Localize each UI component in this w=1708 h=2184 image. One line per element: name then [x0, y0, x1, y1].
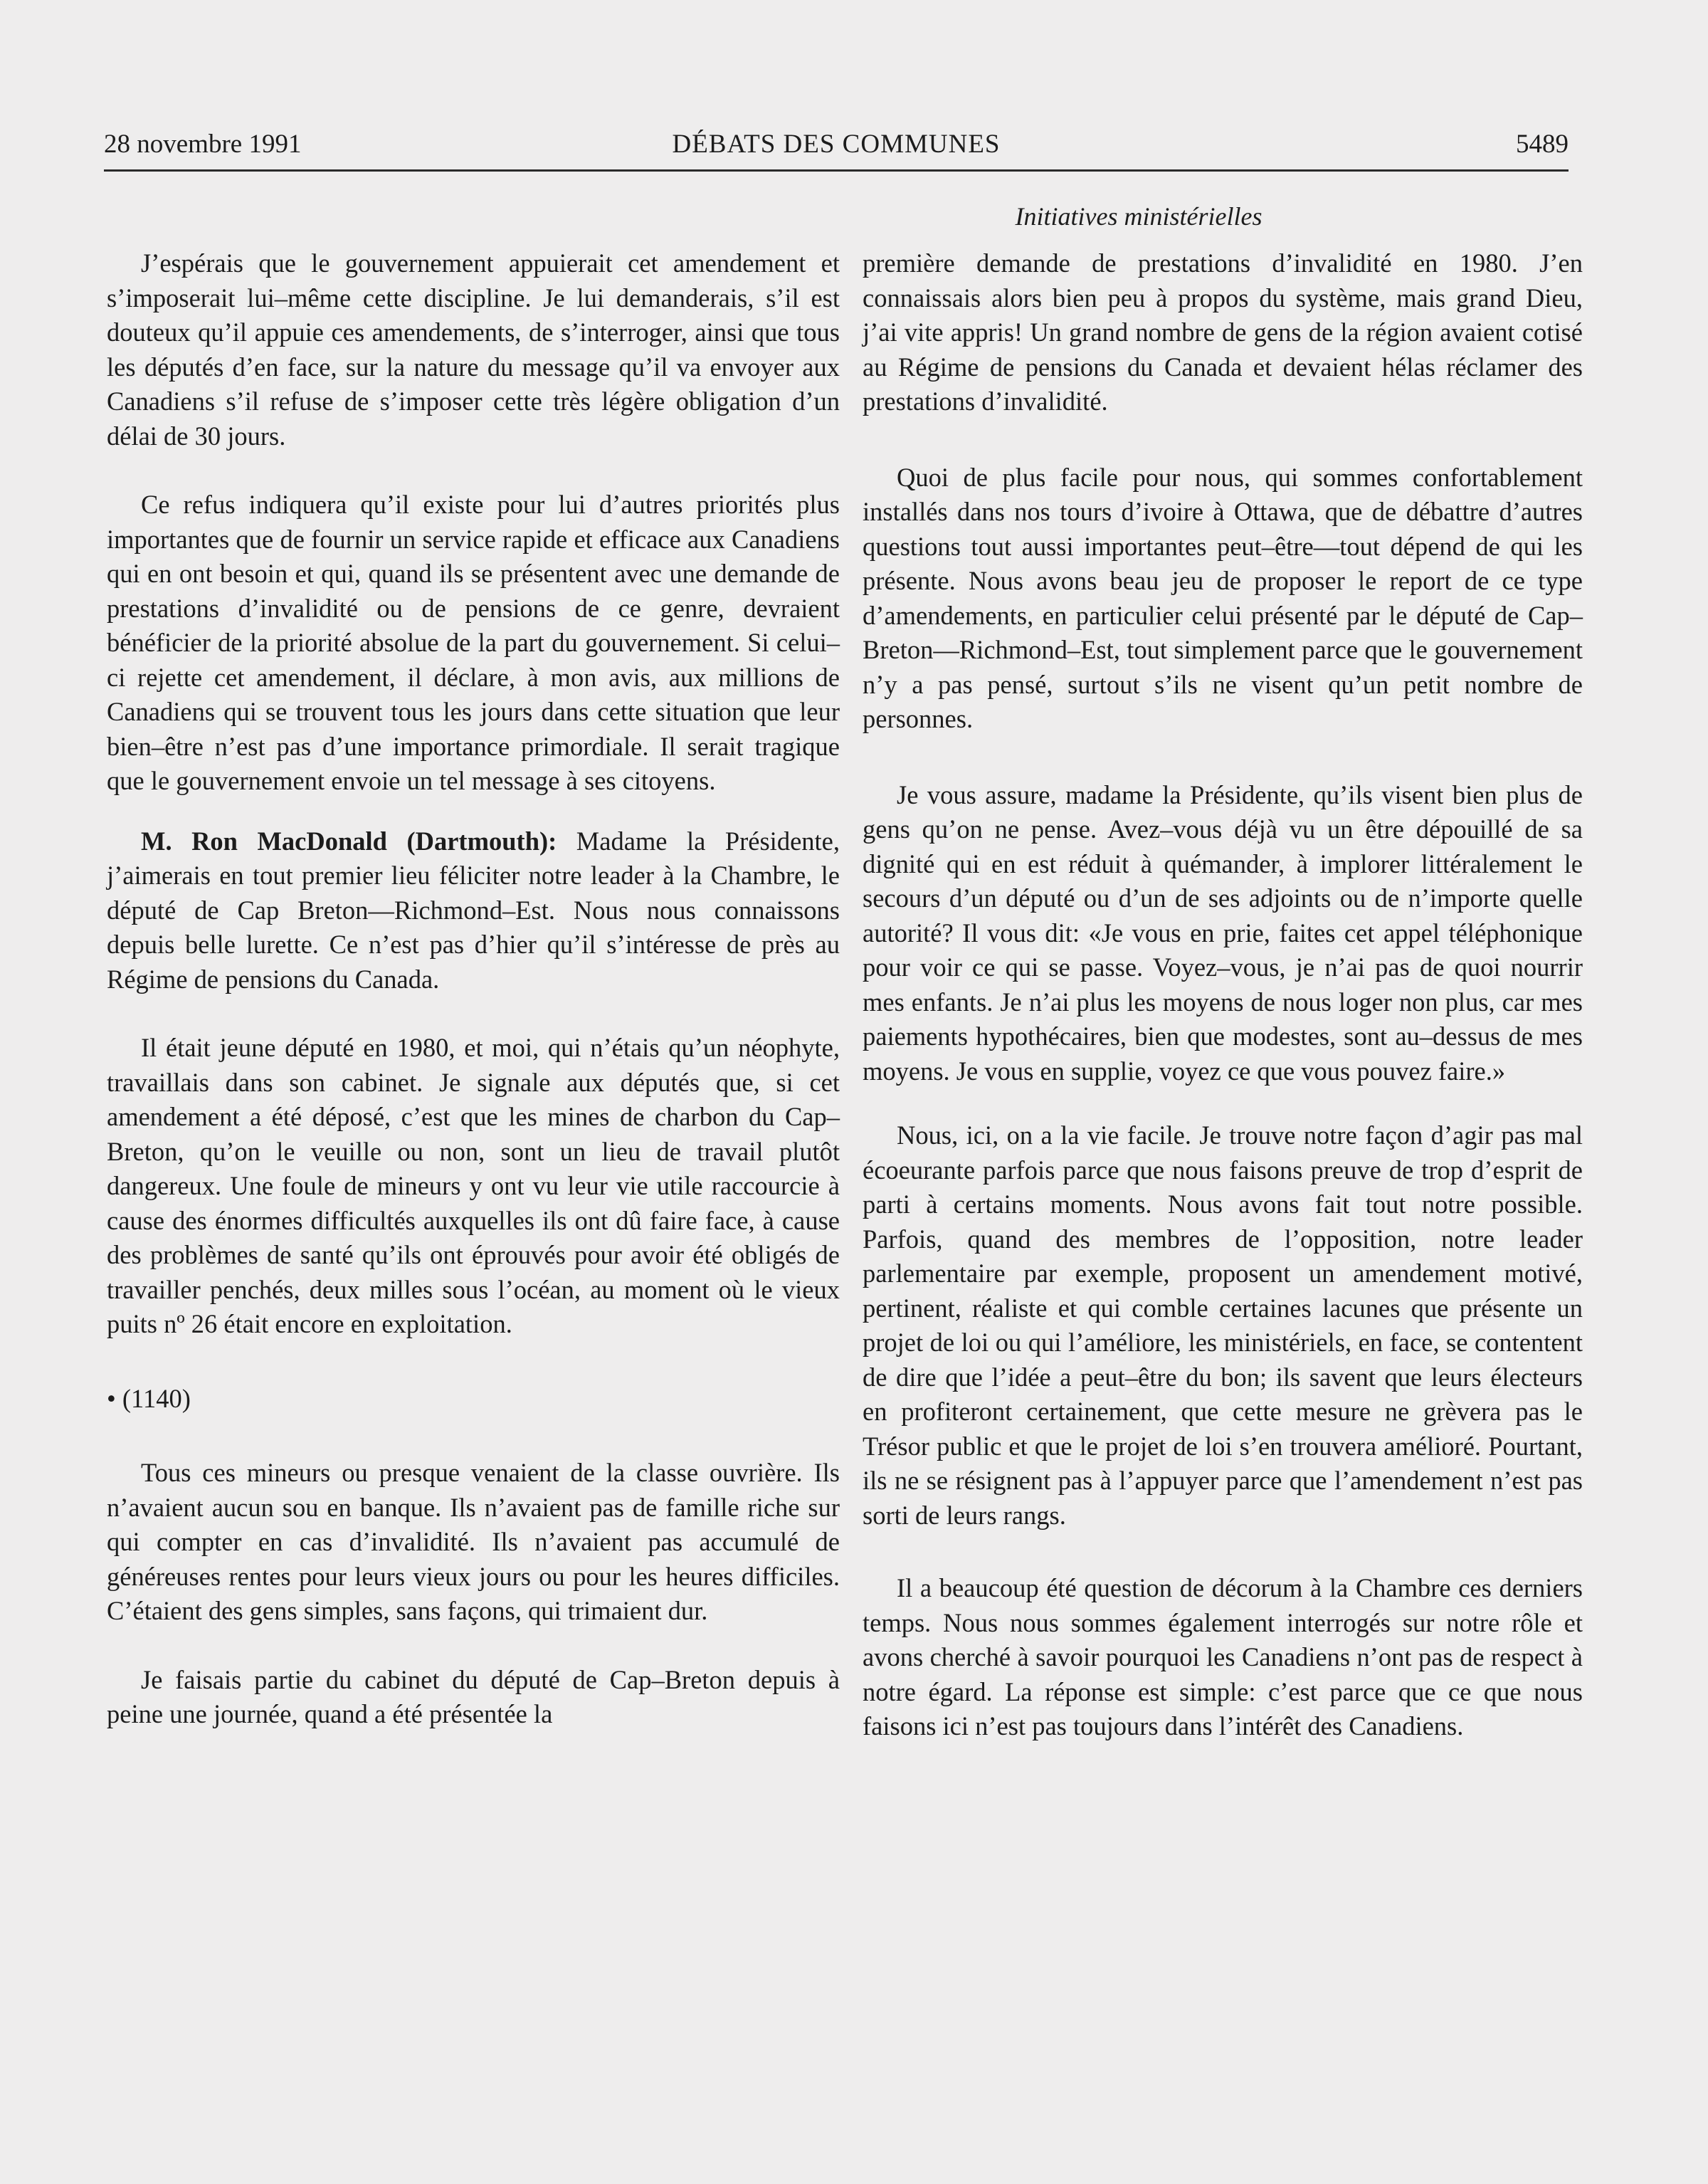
right-column [863, 246, 1583, 1744]
paragraph: Ce refus indiquera qu’il existe pour lui d’autres priorités plus importantes que de fournir un service rapide et efficace aux Canadiens qui en ont besoin et qui, quand ils se présentent avec une demande de prestations d’invalidité ou de pensions de ce genre, devraient bénéficier de la priorité absolue de la part du gouvernement. Si celui–ci rejette cet amendement, il déclare, à mon avis, aux millions de Canadiens qui se trouvent tous les jours dans cette situation que leur bien–être n’est pas d’une importance primordiale. Il serait tragique que le gouvernement envoie un tel message à ses citoyens. [107, 490, 840, 795]
section-label: Initiatives ministérielles [1015, 202, 1262, 231]
paragraph: Tous ces mineurs ou presque venaient de la classe ouvrière. Ils n’avaient aucun sou en banque. Ils n’avaient pas de famille riche sur qui compter en cas d’invalidité. Ils n’avaient pas accumulé de généreuses rentes pour leurs vieux jours ou pour les heures difficiles. C’étaient des gens simples, sans façons, qui trimaient dur. [107, 1458, 840, 1625]
header-date: 28 novembre 1991 [104, 130, 302, 159]
paragraph: première demande de prestations d’invalidité en 1980. J’en connaissais alors bien peu à propos du système, mais grand Dieu, j’ai vite appris! Un grand nombre de gens de la région avaient cotisé au Régime de pensions du Canada et devaient hélas réclamer des prestations d’invalidité. [863, 248, 1583, 416]
page-number: 5489 [1516, 130, 1569, 159]
paragraph: Je vous assure, madame la Présidente, qu’ils visent bien plus de gens qu’on ne pense. Avez–vous déjà vu un être dépouillé de sa dignité qui en est réduit à quémander, à implorer littéralement le secours d’un député ou d’un de ses adjoints ou de n’importe quelle autorité? Il vous dit: «Je vous en prie, faites cet appel téléphonique pour voir ce qui se passe. Voyez–vous, je n’ai pas de quoi nourrir mes enfants. Je n’ai plus les moyens de nous loger non plus, car mes paiements hypothécaires, bien que modestes, sont au–dessus de mes moyens. Je vous en supplie, voyez ce que vous pouvez faire.» [863, 779, 1583, 1086]
page-header [104, 127, 1569, 162]
paragraph [107, 824, 840, 997]
header-title: DÉBATS DES COMMUNES [672, 130, 1001, 159]
speech-text: Madame la Présidente, j’aimerais en tout premier lieu féliciter notre leader à la Chambre, le député de Cap Breton—Richmond–Est. Nous nous connaissons depuis belle lurette. Ce n’est pas d’hier qu’il s’intéresse de près au Régime de pensions du Canada. [107, 826, 840, 994]
paragraph: J’espérais que le gouvernement appuierait cet amendement et s’imposerait lui–même cette discipline. Je lui demanderais, s’il est douteux qu’il appuie ces amendements, de s’interroger, ainsi que tous les députés d’en face, sur la nature du message qu’il va envoyer aux Canadiens s’il refuse de s’imposer cette très légère obligation d’un délai de 30 jours. [107, 248, 840, 451]
paragraph: Il a beaucoup été question de décorum à la Chambre ces derniers temps. Nous nous sommes également interrogés sur notre rôle et avons cherché à savoir pourquoi les Canadiens n’ont pas de respect à notre égard. La réponse est simple: c’est parce que ce que nous faisons ici n’est pas toujours dans l’intérêt des Canadiens. [863, 1573, 1583, 1741]
header-rule [104, 169, 1569, 172]
time-marker: • (1140) [107, 1383, 191, 1413]
paragraph: Il était jeune député en 1980, et moi, qui n’étais qu’un néophyte, travaillais dans son cabinet. Je signale aux députés que, si cet amendement a été déposé, c’est que les mines de charbon du Cap–Breton, qu’on le veuille ou non, sont un lieu de travail plutôt dangereux. Une foule de mineurs y ont vu leur vie utile raccourcie à cause des énormes difficultés auxquelles ils ont dû faire face, à cause des problèmes de santé qu’ils ont éprouvés pour avoir été obligés de travailler penchés, deux milles sous l’océan, au moment où le vieux puits nº 26 était encore en exploitation. [107, 1033, 840, 1338]
paragraph: Quoi de plus facile pour nous, qui sommes confortablement installés dans nos tours d’ivoire à Ottawa, que de débattre d’autres questions tout aussi importantes peut–être—tout dépend de qui les présente. Nous avons beau jeu de proposer le report de ce type d’amendements, en particulier celui présenté par le député de Cap–Breton—Richmond–Est, tout simplement parce que le gouvernement n’y a pas pensé, surtout s’ils ne visent qu’un petit nombre de personnes. [863, 462, 1583, 733]
paragraph: Je faisais partie du cabinet du député de Cap–Breton depuis à peine une journée, quand a été présentée la [107, 1664, 840, 1728]
speaker-name: M. Ron MacDonald (Dartmouth): [141, 826, 557, 856]
left-column [107, 246, 840, 1732]
paragraph: Nous, ici, on a la vie facile. Je trouve notre façon d’agir pas mal écoeurante parfois parce que nous faisons preuve de trop d’esprit de parti à certains moments. Nous avons fait tout notre possible. Parfois, quand des membres de l’opposition, notre leader parlementaire par exemple, proposent un amendement motivé, pertinent, réaliste et qui comble certaines lacunes que présente un projet de loi ou qui l’améliore, les ministériels, en face, se contentent de dire que l’idée a peut–être du bon; ils savent que leurs électeurs en profiteront certainement, que cette mesure ne grèvera pas le Trésor public et que le projet de loi s’en trouvera amélioré. Pourtant, ils ne se résignent pas à l’appuyer parce que l’amendement n’est pas sorti de leurs rangs. [863, 1120, 1583, 1530]
